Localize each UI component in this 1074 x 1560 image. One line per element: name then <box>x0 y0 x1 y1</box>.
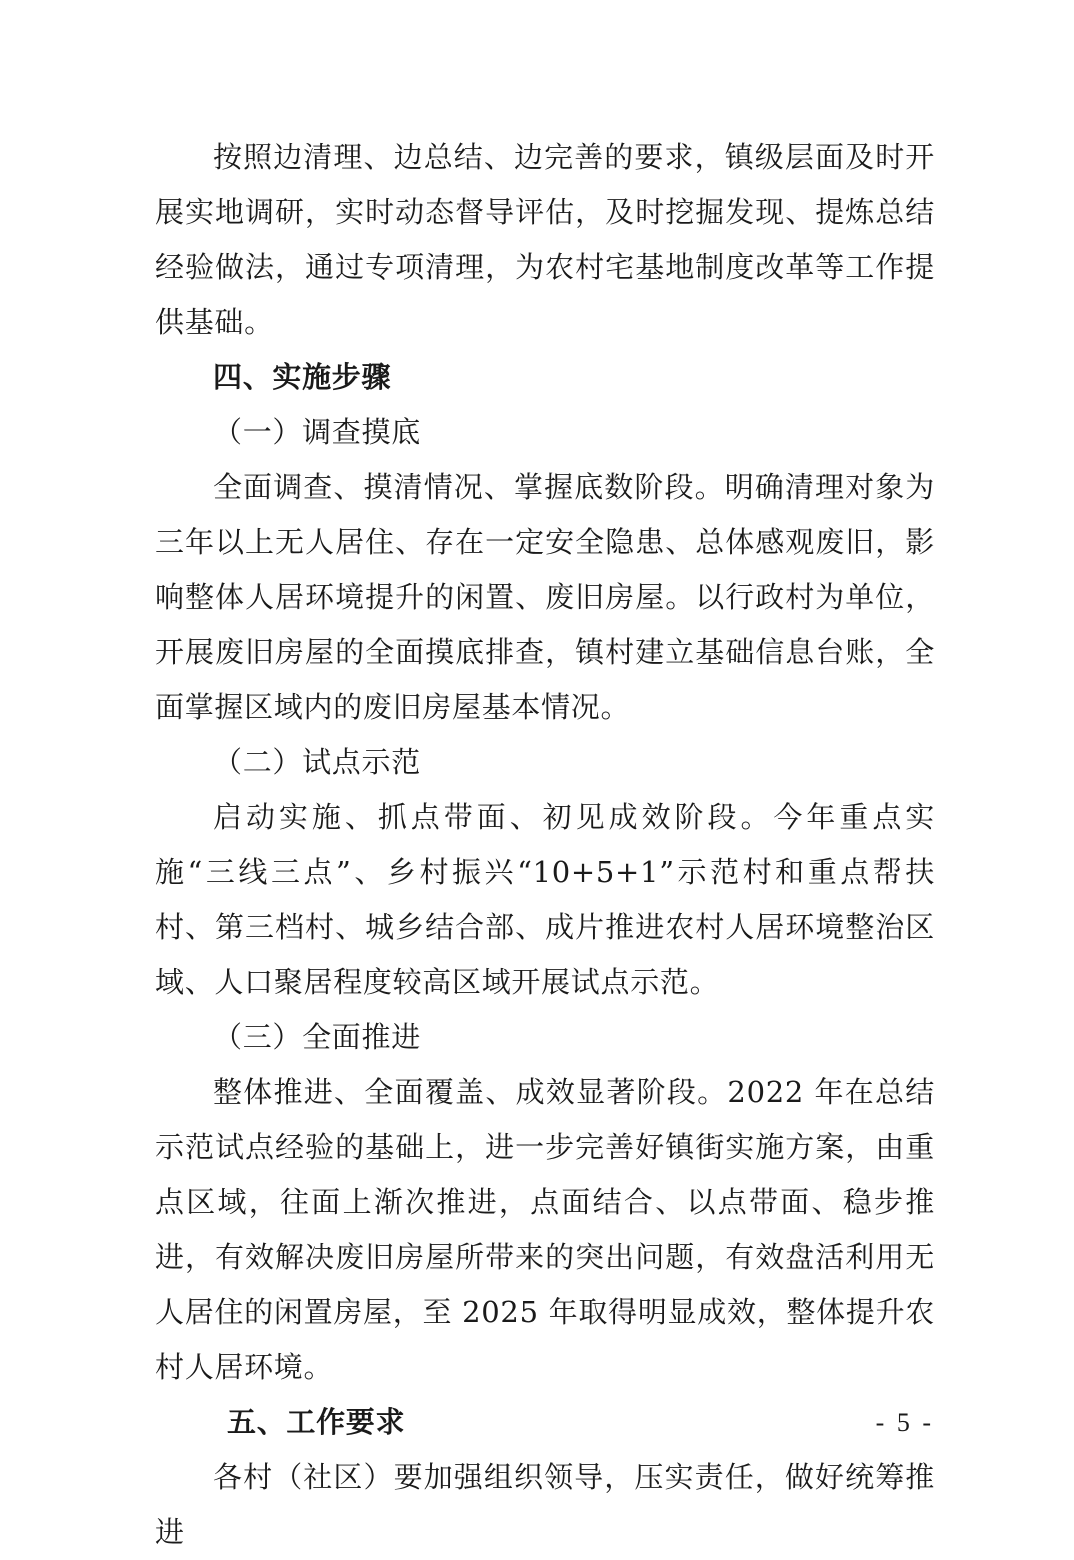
subheading-pilot: （二）试点示范 <box>213 745 421 779</box>
section-heading-implementation-steps: 四、实施步骤 <box>213 360 392 394</box>
paragraph-survey: 全面调查、摸清情况、掌握底数阶段。明确清理对象为三年以上无人居住、存在一定安全隐患、总体感观废旧，影响整体人居环境提升的闲置、废旧房屋。以行政村为单位，开展废旧房屋的全面摸底排查，镇村建立基础信息台账，全面掌握区域内的废旧房屋基本情况。 <box>155 470 935 724</box>
paragraph-summary: 按照边清理、边总结、边完善的要求，镇级层面及时开展实地调研，实时动态督导评估，及时挖掘发现、提炼总结经验做法，通过专项清理，为农村宅基地制度改革等工作提供基础。 <box>155 140 935 339</box>
page-number: - 5 - <box>875 1408 934 1437</box>
document-body <box>155 130 935 1560</box>
subheading-full-promotion: （三）全面推进 <box>213 1020 421 1054</box>
paragraph-pilot: 启动实施、抓点带面、初见成效阶段。今年重点实施“三线三点”、乡村振兴“10+5+1”示范村和重点帮扶村、第三档村、城乡结合部、成片推进农村人居环境整治区域、人口聚居程度较高区域开展试点示范。 <box>155 800 935 999</box>
subheading-survey: （一）调查摸底 <box>213 415 421 449</box>
paragraph-work-requirements: 各村（社区）要加强组织领导，压实责任，做好统筹推进 <box>155 1460 935 1549</box>
paragraph-full-promotion: 整体推进、全面覆盖、成效显著阶段。2022 年在总结示范试点经验的基础上，进一步完善好镇街实施方案，由重点区域，往面上渐次推进，点面结合、以点带面、稳步推进，有效解决废旧房屋所带来的突出问题，有效盘活利用无人居住的闲置房屋，至 2025 年取得明显成效，整体提升农村人居环境。 <box>155 1075 935 1384</box>
section-heading-work-requirements: 五、工作要求 <box>227 1405 406 1439</box>
